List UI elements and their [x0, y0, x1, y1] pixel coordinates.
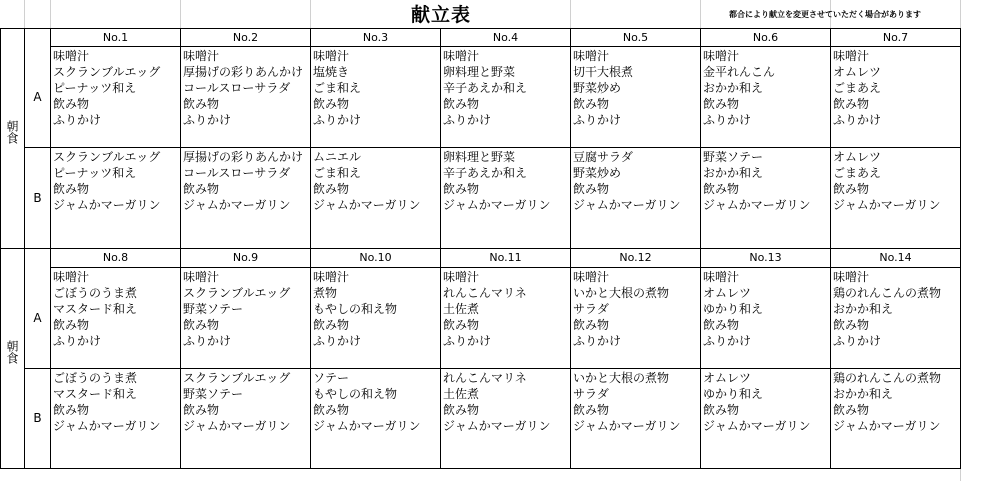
menu-item: 飲み物 [833, 182, 870, 196]
menu-item: 飲み物 [53, 403, 90, 417]
menu-item: ふりかけ [573, 113, 622, 127]
page-title: 献立表 [410, 4, 471, 26]
plan-label: A [33, 89, 42, 104]
menu-item: 金平れんこん [703, 65, 776, 79]
menu-item: ふりかけ [833, 334, 882, 348]
menu-cell-a [831, 48, 960, 128]
menu-cell-a [311, 269, 440, 349]
menu-cell-b [441, 149, 570, 213]
plan-label: B [33, 190, 42, 205]
menu-item: オムレツ [833, 65, 882, 79]
day-number-header: No.14 [879, 251, 912, 264]
menu-item: 飲み物 [313, 318, 350, 332]
menu-item: ごまあえ [833, 81, 882, 95]
menu-item: 飲み物 [573, 97, 610, 111]
menu-item: もやしの和え物 [313, 387, 398, 401]
menu-item: ごまあえ [833, 166, 882, 180]
menu-item: 味噌汁 [833, 49, 870, 63]
menu-item: オムレツ [703, 286, 752, 300]
menu-item: ふりかけ [703, 334, 752, 348]
day-number-header: No.8 [102, 251, 129, 264]
menu-item: 味噌汁 [573, 49, 610, 63]
menu-item: ジャムかマーガリン [53, 419, 161, 433]
table-border [960, 248, 961, 469]
menu-item: 飲み物 [443, 97, 480, 111]
menu-item: 味噌汁 [183, 270, 220, 284]
menu-cell-b [181, 370, 310, 434]
menu-item: 飲み物 [183, 318, 220, 332]
menu-item: ジャムかマーガリン [53, 198, 161, 212]
menu-item: 煮物 [313, 286, 338, 300]
menu-item: 野菜炒め [573, 166, 622, 180]
menu-item: 飲み物 [833, 318, 870, 332]
menu-item: スクランブルエッグ [53, 150, 161, 164]
menu-item: ソテー [313, 371, 350, 385]
menu-item: コールスローサラダ [183, 166, 291, 180]
day-number-header: No.11 [489, 251, 522, 264]
menu-item: サラダ [573, 302, 609, 316]
menu-item: 野菜炒め [573, 81, 622, 95]
menu-cell-a [701, 48, 830, 128]
table-border [24, 368, 961, 369]
menu-cell-a [51, 269, 180, 349]
menu-item: 飲み物 [703, 182, 740, 196]
day-number-header: No.13 [749, 251, 782, 264]
menu-item: 飲み物 [183, 182, 220, 196]
menu-cell-b [441, 370, 570, 434]
menu-item: ジャムかマーガリン [183, 419, 291, 433]
day-number-header: No.2 [232, 31, 259, 44]
menu-item: ジャムかマーガリン [313, 198, 421, 212]
table-border [24, 147, 961, 148]
menu-item: オムレツ [833, 150, 882, 164]
menu-item: スクランブルエッグ [183, 371, 291, 385]
day-number-header: No.6 [752, 31, 779, 44]
menu-item: ふりかけ [183, 113, 232, 127]
menu-item: 塩焼き [313, 65, 350, 79]
menu-item: 土佐煮 [443, 302, 480, 316]
menu-cell-b [311, 370, 440, 434]
menu-item: 飲み物 [573, 403, 610, 417]
menu-item: サラダ [573, 387, 609, 401]
menu-cell-b [831, 149, 960, 213]
menu-item: 味噌汁 [313, 270, 350, 284]
grid-line [24, 0, 25, 28]
menu-cell-b [701, 370, 830, 434]
menu-item: ジャムかマーガリン [833, 419, 941, 433]
menu-cell-a [831, 269, 960, 349]
menu-item: 飲み物 [703, 403, 740, 417]
menu-item: 味噌汁 [183, 49, 220, 63]
menu-item: ジャムかマーガリン [833, 198, 941, 212]
menu-item: れんこんマリネ [443, 286, 527, 300]
day-number-header: No.4 [492, 31, 519, 44]
menu-item: ふりかけ [833, 113, 882, 127]
menu-item: 飲み物 [183, 403, 220, 417]
day-number-header: No.5 [622, 31, 649, 44]
menu-item: 飲み物 [703, 97, 740, 111]
menu-item: 飲み物 [53, 182, 90, 196]
menu-cell-b [571, 370, 700, 434]
menu-item: おかか和え [833, 302, 894, 316]
menu-cell-b [51, 370, 180, 434]
menu-item: ふりかけ [53, 113, 102, 127]
menu-item: 飲み物 [313, 97, 350, 111]
day-number-header: No.3 [362, 31, 389, 44]
menu-item: ピーナッツ和え [53, 166, 137, 180]
menu-cell-a [571, 269, 700, 349]
table-border [50, 46, 961, 47]
menu-cell-a [181, 48, 310, 128]
menu-cell-a [311, 48, 440, 128]
day-number-header: No.10 [359, 251, 392, 264]
grid-line [50, 0, 51, 28]
menu-item: 飲み物 [573, 318, 610, 332]
menu-item: 飲み物 [443, 318, 480, 332]
menu-cell-a [441, 269, 570, 349]
menu-item: ごぼうのうま煮 [53, 286, 138, 300]
menu-item: 味噌汁 [703, 49, 740, 63]
menu-item: れんこんマリネ [443, 371, 527, 385]
menu-item: 飲み物 [833, 97, 870, 111]
menu-item: 味噌汁 [443, 49, 480, 63]
menu-item: ジャムかマーガリン [443, 198, 551, 212]
menu-cell-a [51, 48, 180, 128]
menu-item: 味噌汁 [53, 270, 90, 284]
menu-item: ごま和え [313, 166, 362, 180]
menu-item: 厚揚げの彩りあんかけ [183, 150, 304, 164]
change-notice: 都合により献立を変更させていただく場合があります [729, 10, 921, 19]
menu-item: 鶏のれんこんの煮物 [833, 371, 942, 385]
menu-item: 鶏のれんこんの煮物 [833, 286, 942, 300]
menu-item: おかか和え [703, 166, 764, 180]
plan-label: A [33, 310, 42, 325]
menu-cell-a [701, 269, 830, 349]
menu-cell-b [701, 149, 830, 213]
menu-item: 飲み物 [313, 182, 350, 196]
menu-item: ふりかけ [443, 113, 492, 127]
grid-line [180, 0, 181, 28]
menu-item: ジャムかマーガリン [183, 198, 291, 212]
menu-cell-a [571, 48, 700, 128]
menu-item: ジャムかマーガリン [573, 198, 681, 212]
menu-item: ムニエル [313, 150, 362, 164]
menu-item: 卵料理と野菜 [443, 65, 516, 79]
table-border [0, 468, 961, 469]
table-border [960, 28, 961, 249]
table-border [0, 248, 1, 468]
menu-item: おかか和え [833, 387, 894, 401]
menu-item: もやしの和え物 [313, 302, 398, 316]
menu-item: オムレツ [703, 371, 752, 385]
day-number-header: No.7 [882, 31, 909, 44]
meal-label: 朝食 [5, 120, 19, 144]
menu-item: ふりかけ [703, 113, 752, 127]
menu-cell-b [181, 149, 310, 213]
day-number-header: No.12 [619, 251, 652, 264]
menu-item: ふりかけ [53, 334, 102, 348]
menu-item: マスタード和え [53, 387, 138, 401]
menu-cell-b [831, 370, 960, 434]
menu-cell-b [311, 149, 440, 213]
table-border [50, 267, 961, 268]
menu-item: 豆腐サラダ [573, 150, 633, 164]
menu-item: ふりかけ [183, 334, 232, 348]
menu-item: マスタード和え [53, 302, 138, 316]
menu-item: ジャムかマーガリン [703, 198, 811, 212]
menu-item: 飲み物 [53, 318, 90, 332]
menu-item: 野菜ソテー [183, 387, 244, 401]
menu-item: 飲み物 [833, 403, 870, 417]
menu-item: ジャムかマーガリン [313, 419, 421, 433]
menu-item: 飲み物 [183, 97, 220, 111]
menu-item: スクランブルエッグ [53, 65, 161, 79]
menu-item: ジャムかマーガリン [443, 419, 551, 433]
menu-item: いかと大根の煮物 [573, 286, 670, 300]
menu-item: ピーナッツ和え [53, 81, 137, 95]
meal-label: 朝食 [5, 340, 19, 364]
menu-item: 切干大根煮 [573, 65, 634, 79]
table-border [0, 28, 1, 248]
menu-cell-b [51, 149, 180, 213]
menu-cell-a [181, 269, 310, 349]
menu-item: 味噌汁 [703, 270, 740, 284]
menu-item: ゆかり和え [703, 302, 764, 316]
table-border [24, 248, 25, 468]
day-number-header: No.1 [102, 31, 129, 44]
menu-cell-a [441, 48, 570, 128]
menu-item: 味噌汁 [573, 270, 610, 284]
menu-item: 厚揚げの彩りあんかけ [183, 65, 304, 79]
menu-item: スクランブルエッグ [183, 286, 291, 300]
menu-item: ふりかけ [443, 334, 492, 348]
menu-item: ふりかけ [313, 113, 362, 127]
menu-item: 野菜ソテー [703, 150, 764, 164]
menu-item: ふりかけ [313, 334, 362, 348]
menu-item: 味噌汁 [443, 270, 480, 284]
menu-item: ゆかり和え [703, 387, 764, 401]
menu-cell-b [571, 149, 700, 213]
menu-item: 飲み物 [703, 318, 740, 332]
menu-item: 飲み物 [313, 403, 350, 417]
menu-item: ごま和え [313, 81, 362, 95]
menu-item: ジャムかマーガリン [703, 419, 811, 433]
menu-item: 辛子あえか和え [443, 81, 528, 95]
plan-label: B [33, 411, 42, 425]
menu-item: 味噌汁 [833, 270, 870, 284]
table-border [24, 28, 25, 248]
menu-item: 飲み物 [443, 182, 480, 196]
menu-item: コールスローサラダ [183, 81, 291, 95]
menu-item: ふりかけ [573, 334, 622, 348]
day-number-header: No.9 [232, 251, 259, 264]
menu-item: ごぼうのうま煮 [53, 371, 138, 385]
menu-item: いかと大根の煮物 [573, 371, 670, 385]
menu-item: 飲み物 [443, 403, 480, 417]
grid-line [700, 0, 701, 28]
menu-item: 辛子あえか和え [443, 166, 528, 180]
menu-item: ジャムかマーガリン [573, 419, 681, 433]
menu-item: 味噌汁 [53, 49, 90, 63]
menu-item: 飲み物 [573, 182, 610, 196]
menu-item: 味噌汁 [313, 49, 350, 63]
menu-item: 野菜ソテー [183, 302, 244, 316]
menu-item: 飲み物 [53, 97, 90, 111]
menu-item: 土佐煮 [443, 387, 480, 401]
menu-item: 卵料理と野菜 [443, 150, 516, 164]
menu-item: おかか和え [703, 81, 764, 95]
